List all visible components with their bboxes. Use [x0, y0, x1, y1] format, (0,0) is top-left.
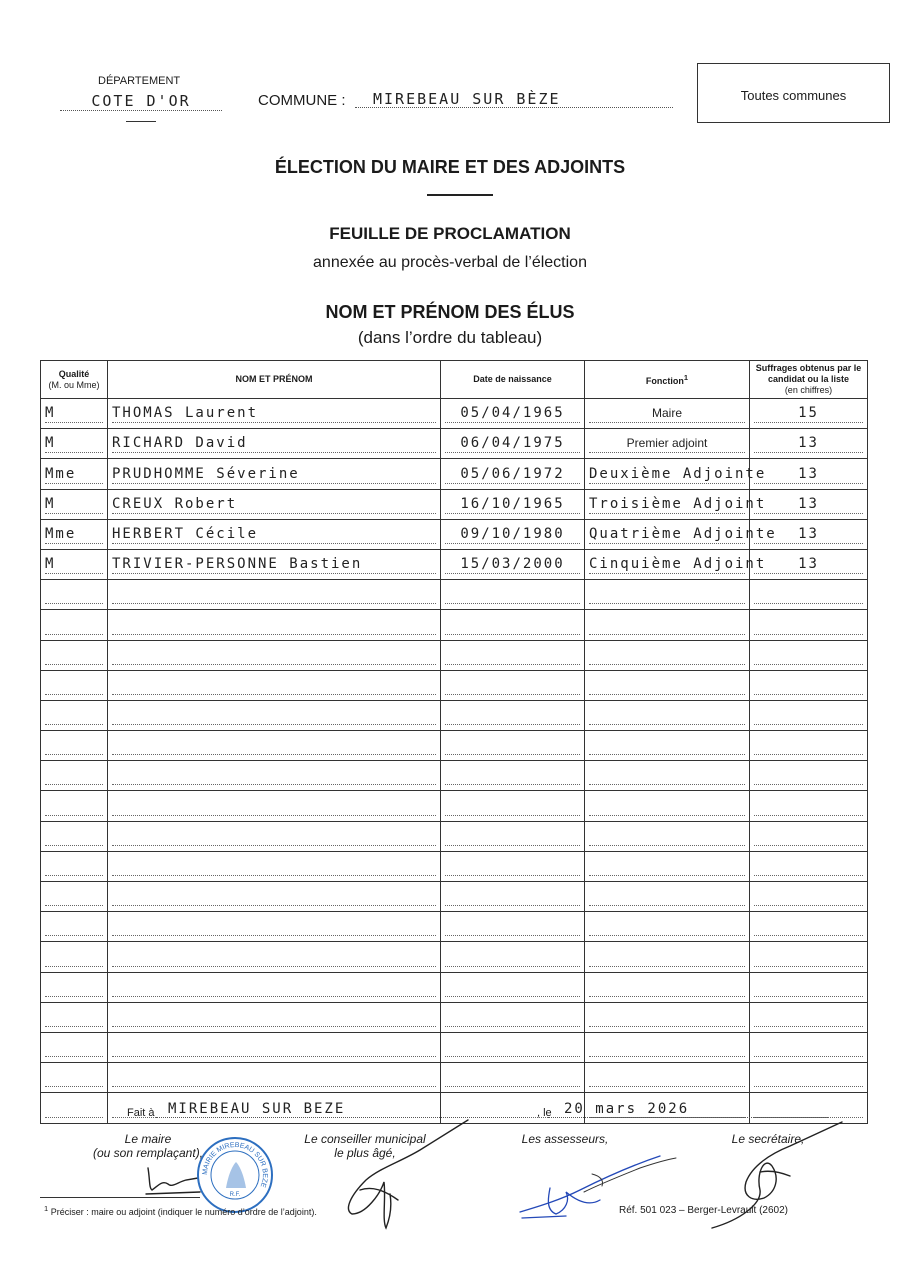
naissance-field[interactable] — [445, 617, 580, 635]
suffrages-field[interactable] — [754, 707, 863, 725]
naissance-field[interactable] — [445, 858, 580, 876]
suffrages-field[interactable] — [754, 828, 863, 846]
cell-qualite — [41, 399, 108, 429]
fonction-field[interactable]: Deuxième Adjointe — [589, 465, 767, 482]
cell-fonction — [585, 1063, 750, 1093]
suffrages-field[interactable] — [754, 617, 863, 635]
column-header-nom: NOM ET PRÉNOM — [108, 361, 441, 399]
fonction-field[interactable] — [589, 1039, 745, 1057]
fonction-field[interactable]: Troisième Adjoint — [589, 495, 767, 512]
cell-suffrages — [750, 429, 868, 459]
cell-naissance — [441, 972, 585, 1002]
cell-nom — [108, 1063, 441, 1093]
column-header-fonction: Fonction$^1$ — [585, 361, 750, 399]
table-row-empty — [41, 912, 868, 942]
qualite-field[interactable] — [45, 798, 103, 816]
cell-naissance — [441, 731, 585, 761]
suffrages-field[interactable] — [754, 737, 863, 755]
fonction-field[interactable] — [589, 918, 745, 936]
naissance-field[interactable] — [445, 798, 580, 816]
suffrages-field[interactable]: 13 — [754, 435, 863, 453]
cell-qualite — [41, 821, 108, 851]
seal-text: MAIRIE MIREBEAU SUR BEZE — [201, 1141, 269, 1189]
table-row-empty — [41, 670, 868, 700]
naissance-field[interactable]: 16/10/1965 — [445, 496, 580, 514]
commune-field[interactable]: MIREBEAU SUR BÈZE — [355, 90, 673, 108]
table-row — [41, 549, 868, 579]
cell-nom — [108, 1002, 441, 1032]
date-label: , le — [537, 1107, 552, 1119]
suffrages-field[interactable]: 15 — [754, 405, 863, 423]
cell-qualite — [41, 761, 108, 791]
list-title: NOM ET PRÉNOM DES ÉLUS — [325, 302, 575, 322]
cell-nom — [108, 580, 441, 610]
assessors-signature-underline — [522, 1216, 566, 1218]
table-row-empty — [41, 610, 868, 640]
suffrages-field[interactable] — [754, 1039, 863, 1057]
fonction-field[interactable] — [589, 949, 745, 967]
fonction-field[interactable] — [589, 617, 745, 635]
cell-fonction — [585, 1002, 750, 1032]
suffrages-field[interactable]: 13 — [754, 466, 863, 484]
suffrages-field[interactable] — [754, 586, 863, 604]
table-row-empty — [41, 580, 868, 610]
cell-qualite — [41, 1063, 108, 1093]
naissance-field[interactable]: 05/04/1965 — [445, 405, 580, 423]
table-row-empty — [41, 761, 868, 791]
nom-field[interactable] — [112, 737, 436, 755]
assessors-second-signature — [584, 1158, 676, 1192]
cell-nom — [108, 1032, 441, 1062]
cell-qualite — [41, 942, 108, 972]
suffrages-field[interactable]: 13 — [754, 496, 863, 514]
qualite-field[interactable]: Mme — [45, 526, 103, 544]
table-row-empty — [41, 882, 868, 912]
cell-suffrages — [750, 1063, 868, 1093]
cell-fonction — [585, 821, 750, 851]
table-row-empty — [41, 972, 868, 1002]
nom-field[interactable] — [112, 707, 436, 725]
footnote: $^1$ Préciser : maire ou adjoint (indiquer le numéro d’ordre de l’adjoint). — [44, 1204, 317, 1217]
cell-suffrages — [750, 761, 868, 791]
fonction-field[interactable] — [589, 1069, 745, 1087]
cell-naissance — [441, 399, 585, 429]
cell-fonction — [585, 761, 750, 791]
cell-nom — [108, 731, 441, 761]
cell-nom — [108, 519, 441, 549]
cell-nom — [108, 942, 441, 972]
cell-suffrages — [750, 731, 868, 761]
cell-qualite — [41, 912, 108, 942]
nom-field[interactable] — [112, 617, 436, 635]
table-row — [41, 459, 868, 489]
table-row-empty — [41, 640, 868, 670]
fait-label: Fait à — [127, 1107, 155, 1119]
qualite-field[interactable]: Mme — [45, 466, 103, 484]
cell-fonction — [585, 429, 750, 459]
naissance-field[interactable] — [445, 677, 580, 695]
fonction-field[interactable]: Maire — [589, 405, 745, 423]
qualite-field[interactable] — [45, 1009, 103, 1027]
cell-qualite — [41, 1002, 108, 1032]
cell-naissance — [441, 912, 585, 942]
cell-fonction — [585, 912, 750, 942]
cell-fonction — [585, 882, 750, 912]
cell-naissance — [441, 1032, 585, 1062]
nom-field[interactable] — [112, 1069, 436, 1087]
cell-naissance — [441, 851, 585, 881]
cell-suffrages — [750, 399, 868, 429]
cell-suffrages — [750, 972, 868, 1002]
qualite-field[interactable] — [45, 949, 103, 967]
department-field[interactable]: COTE D'OR — [60, 92, 222, 111]
department-label: DÉPARTEMENT — [98, 75, 181, 87]
cell-suffrages — [750, 610, 868, 640]
naissance-field[interactable] — [445, 979, 580, 997]
cell-naissance — [441, 791, 585, 821]
qualite-field[interactable] — [45, 647, 103, 665]
table-row — [41, 399, 868, 429]
qualite-field[interactable] — [45, 677, 103, 695]
cell-fonction — [585, 489, 767, 519]
cell-naissance — [441, 489, 585, 519]
cell-fonction — [585, 791, 750, 821]
cell-nom — [108, 399, 441, 429]
suffrages-field[interactable]: 13 — [754, 556, 863, 574]
cell-nom — [108, 700, 441, 730]
page-title: ÉLECTION DU MAIRE ET DES ADJOINTS — [274, 157, 626, 177]
councillor-signature-loop — [360, 1188, 398, 1200]
elected-officials-table — [40, 360, 868, 1124]
nom-field[interactable]: RICHARD David — [112, 435, 436, 453]
cell-qualite — [41, 851, 108, 881]
table-row-empty — [41, 821, 868, 851]
qualite-field[interactable] — [45, 737, 103, 755]
cell-suffrages — [750, 851, 868, 881]
nom-field[interactable] — [112, 1009, 436, 1027]
suffrages-field[interactable] — [754, 767, 863, 785]
fonction-field[interactable] — [589, 828, 745, 846]
fonction-field[interactable] — [589, 707, 745, 725]
cell-qualite — [41, 882, 108, 912]
cell-nom — [108, 791, 441, 821]
suffrages-field[interactable] — [754, 798, 863, 816]
cell-fonction — [585, 942, 750, 972]
naissance-field[interactable] — [445, 737, 580, 755]
naissance-field[interactable] — [445, 707, 580, 725]
table-row-empty — [41, 700, 868, 730]
naissance-field[interactable]: 06/04/1975 — [445, 435, 580, 453]
cell-fonction — [585, 580, 750, 610]
councillor-signature-label: Le conseiller municipal le plus âgé, — [304, 1132, 426, 1160]
cell-qualite — [41, 640, 108, 670]
assessors-signature-label: Les assesseurs, — [521, 1132, 609, 1146]
cell-nom — [108, 821, 441, 851]
cell-nom — [108, 429, 441, 459]
nom-field[interactable] — [112, 767, 436, 785]
fonction-field[interactable]: Quatrième Adjointe — [589, 525, 777, 542]
qualite-field[interactable] — [45, 858, 103, 876]
cell-nom — [108, 670, 441, 700]
cell-suffrages — [750, 821, 868, 851]
nom-field[interactable] — [112, 828, 436, 846]
suffrages-field[interactable] — [754, 888, 863, 906]
cell-fonction — [585, 670, 750, 700]
form-reference: Réf. 501 023 – Berger-Levrault (2602) — [619, 1205, 788, 1216]
cell-nom — [108, 882, 441, 912]
qualite-field[interactable] — [45, 1069, 103, 1087]
cell-naissance — [441, 882, 585, 912]
date-field[interactable]: 20 mars 2026 — [548, 1101, 828, 1118]
nom-field[interactable]: THOMAS Laurent — [112, 405, 436, 423]
nom-field[interactable] — [112, 586, 436, 604]
cell-fonction — [585, 610, 750, 640]
suffrages-field[interactable] — [754, 677, 863, 695]
cell-qualite — [41, 610, 108, 640]
cell-qualite — [41, 731, 108, 761]
cell-qualite — [41, 670, 108, 700]
naissance-field[interactable] — [445, 828, 580, 846]
list-subtitle: (dans l’ordre du tableau) — [357, 328, 543, 347]
suffrages-field[interactable]: 13 — [754, 526, 863, 544]
cell-suffrages — [750, 1002, 868, 1032]
cell-qualite — [41, 1032, 108, 1062]
fonction-field[interactable] — [589, 1009, 745, 1027]
cell-suffrages — [750, 489, 868, 519]
cell-suffrages — [750, 700, 868, 730]
cell-suffrages — [750, 882, 868, 912]
mairie-seal — [196, 1136, 274, 1214]
suffrages-field[interactable] — [754, 949, 863, 967]
fonction-field[interactable] — [589, 888, 745, 906]
cell-naissance — [441, 549, 585, 579]
table-row — [41, 519, 868, 549]
fonction-field[interactable]: Cinquième Adjoint — [589, 556, 767, 573]
nom-field[interactable] — [112, 647, 436, 665]
suffrages-field[interactable] — [754, 647, 863, 665]
cell-fonction — [585, 459, 767, 489]
suffrages-field[interactable] — [754, 979, 863, 997]
cell-qualite — [41, 580, 108, 610]
cell-suffrages — [750, 942, 868, 972]
cell-fonction — [585, 549, 767, 579]
mayor-signature — [148, 1168, 198, 1190]
naissance-field[interactable] — [445, 888, 580, 906]
naissance-field[interactable] — [445, 586, 580, 604]
cell-nom — [108, 912, 441, 942]
fonction-field[interactable] — [589, 979, 745, 997]
nom-field[interactable]: PRUDHOMME Séverine — [112, 466, 436, 484]
cell-naissance — [441, 610, 585, 640]
table-header-row — [41, 361, 868, 399]
column-header-qualite: Qualité (M. ou Mme) — [41, 361, 108, 399]
cell-fonction — [585, 519, 777, 549]
mayor-signature-underline — [146, 1192, 200, 1194]
cell-qualite — [41, 700, 108, 730]
fonction-field[interactable] — [589, 586, 745, 604]
cell-fonction — [585, 851, 750, 881]
footnote-reference: 1 — [683, 373, 689, 382]
naissance-field[interactable] — [445, 647, 580, 665]
qualite-field[interactable] — [45, 1100, 103, 1118]
qualite-field[interactable]: M — [45, 435, 103, 453]
nom-field[interactable] — [112, 1039, 436, 1057]
table-row-empty — [41, 1002, 868, 1032]
qualite-field[interactable] — [45, 617, 103, 635]
qualite-field[interactable] — [45, 707, 103, 725]
cell-fonction — [585, 731, 750, 761]
qualite-field[interactable] — [45, 888, 103, 906]
cell-naissance — [441, 942, 585, 972]
cell-naissance — [441, 640, 585, 670]
commune-label: COMMUNE : — [258, 92, 346, 109]
naissance-field[interactable] — [445, 1009, 580, 1027]
secretary-signature-tail — [760, 1171, 790, 1176]
fonction-field[interactable]: Premier adjoint — [589, 435, 745, 453]
cell-nom — [108, 459, 441, 489]
cell-qualite — [41, 429, 108, 459]
nom-field[interactable]: HERBERT Cécile — [112, 526, 436, 544]
naissance-field[interactable] — [445, 1069, 580, 1087]
cell-naissance — [441, 1002, 585, 1032]
table-row-empty — [41, 731, 868, 761]
qualite-field[interactable] — [45, 767, 103, 785]
qualite-field[interactable] — [45, 979, 103, 997]
qualite-field[interactable] — [45, 1039, 103, 1057]
qualite-field[interactable]: M — [45, 405, 103, 423]
sheet-subtitle: annexée au procès-verbal de l’élection — [313, 254, 587, 271]
qualite-field[interactable]: M — [45, 556, 103, 574]
cell-naissance — [441, 1063, 585, 1093]
nom-field[interactable] — [112, 798, 436, 816]
fonction-field[interactable] — [589, 677, 745, 695]
nom-field[interactable] — [112, 949, 436, 967]
nom-field[interactable] — [112, 888, 436, 906]
cell-naissance — [441, 821, 585, 851]
qualite-field[interactable] — [45, 828, 103, 846]
cell-fonction — [585, 1032, 750, 1062]
qualite-field[interactable] — [45, 586, 103, 604]
qualite-field[interactable] — [45, 918, 103, 936]
nom-field[interactable] — [112, 858, 436, 876]
fonction-field[interactable] — [589, 798, 745, 816]
cell-nom — [108, 972, 441, 1002]
fonction-field[interactable] — [589, 737, 745, 755]
seal-initials: R.F. — [229, 1192, 241, 1198]
cell-qualite — [41, 791, 108, 821]
cell-naissance — [441, 670, 585, 700]
column-header-naissance: Date de naissance — [441, 361, 585, 399]
suffrages-field[interactable] — [754, 918, 863, 936]
cell-nom — [108, 610, 441, 640]
cell-fonction — [585, 640, 750, 670]
cell-qualite — [41, 1093, 108, 1123]
cell-naissance — [441, 519, 585, 549]
department-divider — [126, 121, 156, 122]
suffrages-field[interactable] — [754, 1009, 863, 1027]
table-row-empty — [41, 851, 868, 881]
cell-fonction — [585, 399, 750, 429]
qualite-field[interactable]: M — [45, 496, 103, 514]
cell-naissance — [441, 761, 585, 791]
table-row — [41, 489, 868, 519]
scope-box: Toutes communes — [697, 63, 890, 123]
naissance-field[interactable] — [445, 918, 580, 936]
nom-field[interactable] — [112, 979, 436, 997]
nom-field[interactable] — [112, 677, 436, 695]
table-row-empty — [41, 942, 868, 972]
cell-nom — [108, 489, 441, 519]
cell-suffrages — [750, 670, 868, 700]
nom-field[interactable]: TRIVIER-PERSONNE Bastien — [112, 556, 436, 574]
cell-suffrages — [750, 791, 868, 821]
cell-qualite — [41, 459, 108, 489]
column-header-suffrages: Suffrages obtenus par le candidat ou la liste (en chiffres) — [750, 361, 868, 399]
naissance-field[interactable] — [445, 767, 580, 785]
title-divider — [427, 194, 493, 196]
naissance-field[interactable] — [445, 1039, 580, 1057]
cell-suffrages — [750, 912, 868, 942]
naissance-field[interactable] — [445, 949, 580, 967]
fonction-field[interactable] — [589, 858, 745, 876]
cell-qualite — [41, 972, 108, 1002]
naissance-field[interactable]: 05/06/1972 — [445, 466, 580, 484]
cell-naissance — [441, 429, 585, 459]
cell-naissance — [441, 580, 585, 610]
suffrages-field[interactable] — [754, 1069, 863, 1087]
cell-suffrages — [750, 1032, 868, 1062]
cell-naissance — [441, 700, 585, 730]
table-row-empty — [41, 1032, 868, 1062]
fait-place-field[interactable]: MIREBEAU SUR BEZE — [156, 1101, 526, 1118]
mayor-signature-label: Le maire (ou son remplaçant), — [92, 1132, 204, 1160]
naissance-field[interactable]: 15/03/2000 — [445, 556, 580, 574]
cell-qualite — [41, 519, 108, 549]
nom-field[interactable] — [112, 918, 436, 936]
cell-nom — [108, 549, 441, 579]
cell-nom — [108, 851, 441, 881]
cell-naissance — [441, 459, 585, 489]
footnote-divider — [40, 1197, 200, 1198]
table-row-empty — [41, 791, 868, 821]
cell-suffrages — [750, 580, 868, 610]
cell-suffrages — [750, 640, 868, 670]
cell-suffrages — [750, 459, 868, 489]
suffrages-field[interactable] — [754, 858, 863, 876]
cell-fonction — [585, 700, 750, 730]
fonction-field[interactable] — [589, 767, 745, 785]
table-row — [41, 429, 868, 459]
cell-qualite — [41, 549, 108, 579]
cell-suffrages — [750, 549, 868, 579]
cell-nom — [108, 761, 441, 791]
cell-qualite — [41, 489, 108, 519]
table-row-empty — [41, 1063, 868, 1093]
nom-field[interactable]: CREUX Robert — [112, 496, 436, 514]
cell-nom — [108, 640, 441, 670]
cell-fonction — [585, 972, 750, 1002]
sheet-title: FEUILLE DE PROCLAMATION — [329, 224, 571, 243]
fonction-field[interactable] — [589, 647, 745, 665]
naissance-field[interactable]: 09/10/1980 — [445, 526, 580, 544]
secretary-signature-label: Le secrétaire, — [731, 1132, 805, 1146]
